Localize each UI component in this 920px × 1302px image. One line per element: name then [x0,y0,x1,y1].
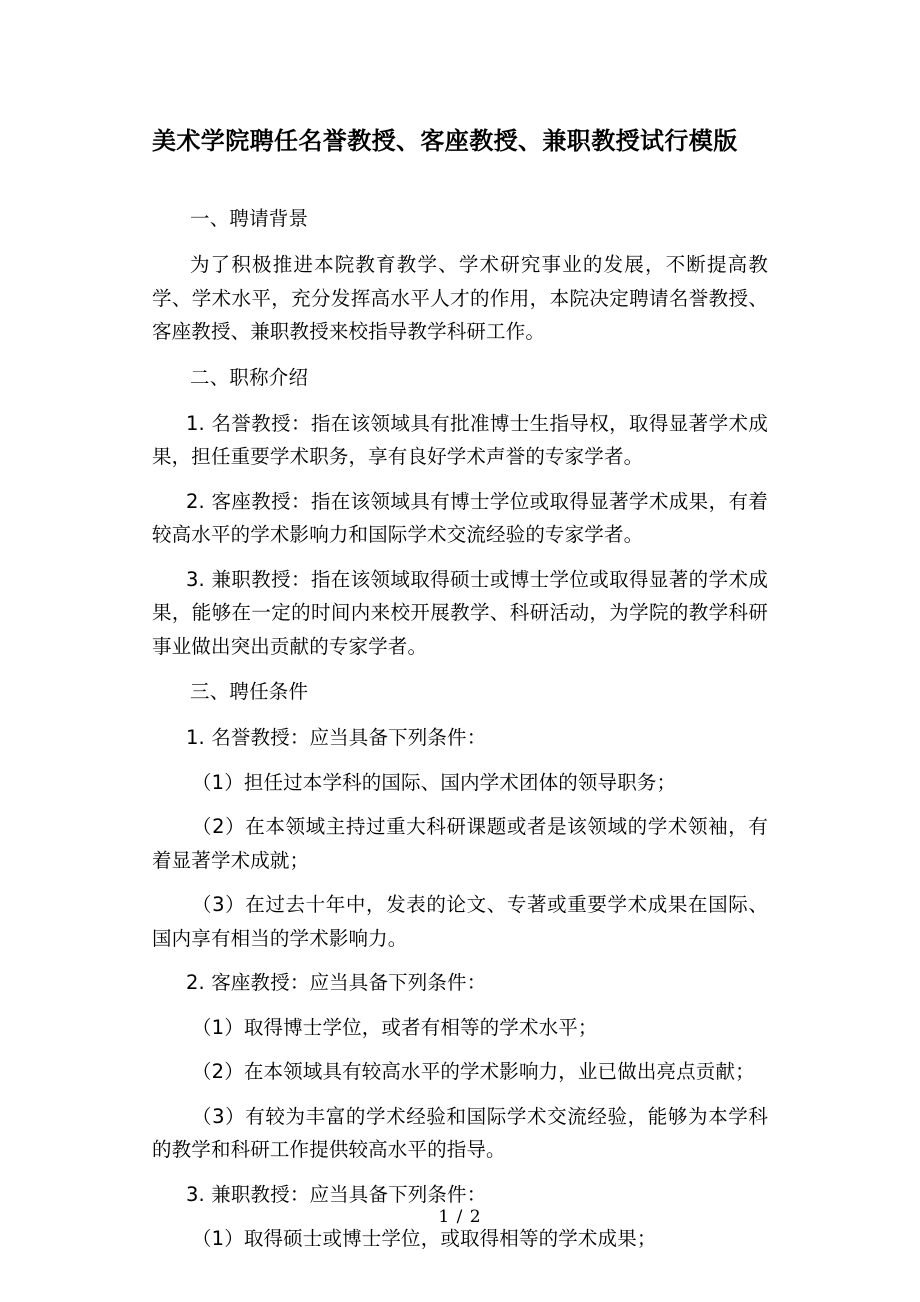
section-2-item-2: 2. 客座教授：指在该领域具有博士学位或取得显著学术成果，有着较高水平的学术影响力和国际学术交流经验的专家学者。 [152,489,768,546]
page-number-indicator: 1 / 2 [438,1207,482,1227]
spacer [152,552,768,563]
page-title: 美术学院聘任名誉教授、客座教授、兼职教授试行模版 [152,127,738,155]
document-body [152,0,768,1256]
spacer [152,877,768,888]
spacer [152,755,768,766]
spacer [152,1089,768,1100]
spacer [152,474,768,485]
section-3-group-1-lead: 1. 名誉教授：应当具备下列条件： [186,726,487,749]
spacer [152,1044,768,1055]
section-3-group-2-subitem-2: （2）在本领域具有较高水平的学术影响力，业已做出亮点贡献； [192,1060,755,1083]
section-3-group-2-subitem-1: （1）取得博士学位，或者有相等的学术水平； [192,1015,598,1039]
spacer [152,955,768,966]
section-3-group-1-subitem-2: （2）在本领域主持过重大科研课题或者是该领域的学术领袖，有着显著学术成就； [152,815,768,872]
section-heading-2: 二、职称介绍 [190,365,309,389]
spacer [152,349,768,361]
spacer [152,236,768,248]
section-3-group-1-subitem-3: （3）在过去十年中，发表的论文、专著或重要学术成果在国际、国内享有相当的学术影响力。 [152,893,768,950]
spacer [152,709,768,721]
section-heading-1: 一、聘请背景 [190,207,309,230]
section-3-group-2-lead: 2. 客座教授：应当具备下列条件： [186,971,487,994]
section-1-paragraph-1: 为了积极推进本院教育教学、学术研究事业的发展，不断提高教学、学术水平，充分发挥高水平人才的作用，本院决定聘请名誉教授、客座教授、兼职教授来校指导教学科研工作。 [152,253,768,343]
spacer [152,158,768,202]
section-3-group-1-subitem-1: （1）担任过本学科的国际、国内学术团体的领导职务； [192,770,677,794]
section-3-group-3-subitem-1: （1）取得硕士或博士学位，或取得相等的学术成果； [192,1227,657,1250]
section-3-group-2-subitem-3: （3）有较为丰富的学术经验和国际学术交流经验，能够为本学科的教学和科研工作提供较高水平的指导。 [152,1104,768,1161]
spacer [152,799,768,810]
section-2-item-3: 3. 兼职教授：指在该领域取得硕士或博士学位或取得显著的学术成果，能够在一定的时间内来校开展教学、科研活动，为学院的教学科研事业做出突出贡献的专家学者。 [152,567,768,658]
section-2-item-1: 1. 名誉教授：指在该领域具有批准博士生指导权，取得显著学术成果，担任重要学术职务，享有良好学术声誉的专家学者。 [152,411,768,468]
spacer [152,395,768,407]
section-heading-3: 三、聘任条件 [190,680,309,703]
spacer [152,1000,768,1011]
spacer [152,1167,768,1178]
section-3-group-3-lead: 3. 兼职教授：应当具备下列条件： [186,1182,487,1206]
spacer [152,663,768,675]
